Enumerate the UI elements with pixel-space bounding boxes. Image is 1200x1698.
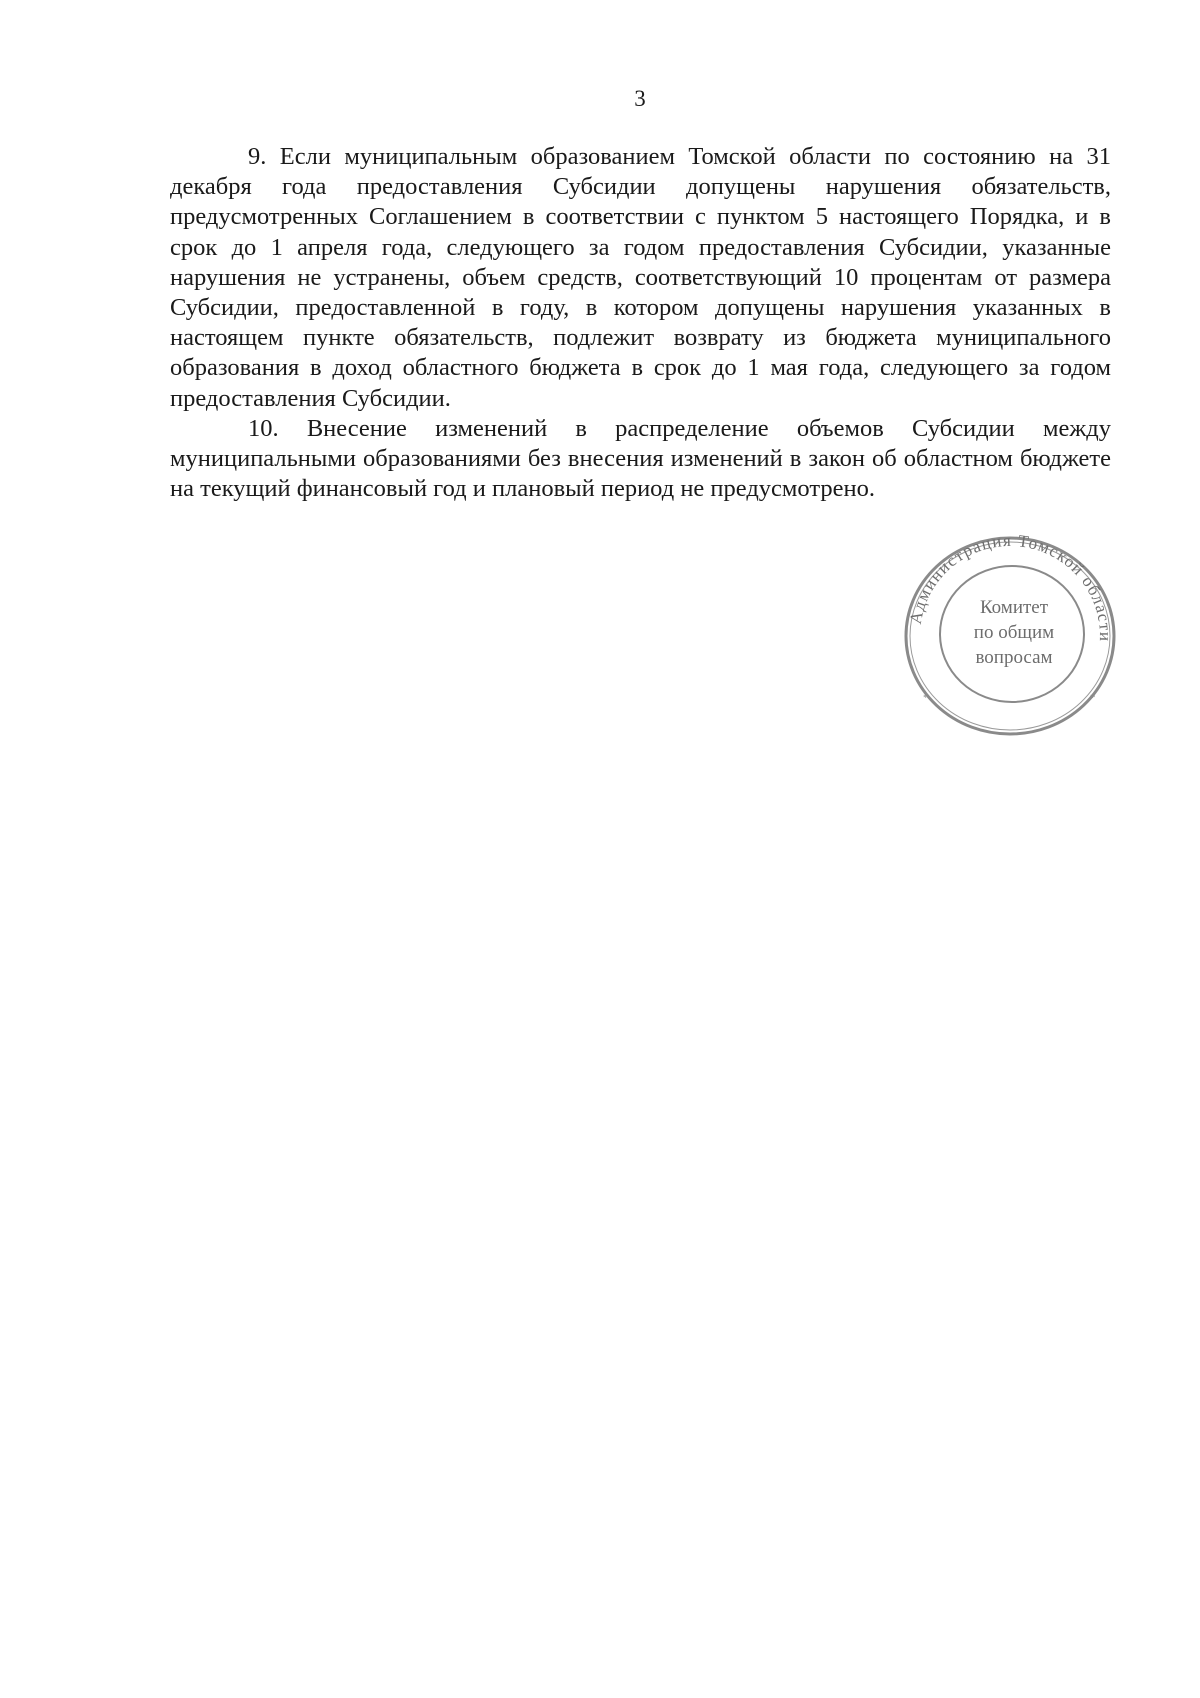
stamp-star-right: * bbox=[1090, 692, 1096, 704]
stamp-star-left: * bbox=[923, 692, 929, 704]
page-number: 3 bbox=[634, 86, 646, 111]
stamp-ring-text: Администрация Томской области bbox=[905, 530, 1116, 643]
paragraph-10: 10. Внесение изменений в распределение объемов Субсидии между муниципальными образованиями без внесения изменений в закон об областном бюджете на текущий финансовый год и плановый период не предусмотрено. bbox=[170, 414, 1111, 503]
stamp-center-line-1: Комитет bbox=[979, 597, 1049, 618]
stamp-center-line-3: вопросам bbox=[975, 647, 1053, 668]
paragraph-9: 9. Если муниципальным образованием Томской области по состоянию на 31 декабря года предоставления Субсидии допущены нарушения обязательств, предусмотренных Соглашением в соответствии с пунктом 5 настоящего Порядка, и в срок до 1 апреля года, следующего за годом предоставления Субсидии, указанные нарушения не устранены, объем средств, соответствующий 10 процентам от размера Субсидии, предоставленной в году, в котором допущены нарушения указанных в настоящем пункте обязательств, подлежит возврату из бюджета муниципального образования в доход областного бюджета в срок до 1 мая года, следующего за годом предоставления Субсидии. bbox=[170, 143, 1111, 412]
document-body bbox=[170, 142, 1111, 504]
official-stamp bbox=[890, 521, 1130, 751]
stamp-center-line-2: по общим bbox=[973, 622, 1055, 643]
